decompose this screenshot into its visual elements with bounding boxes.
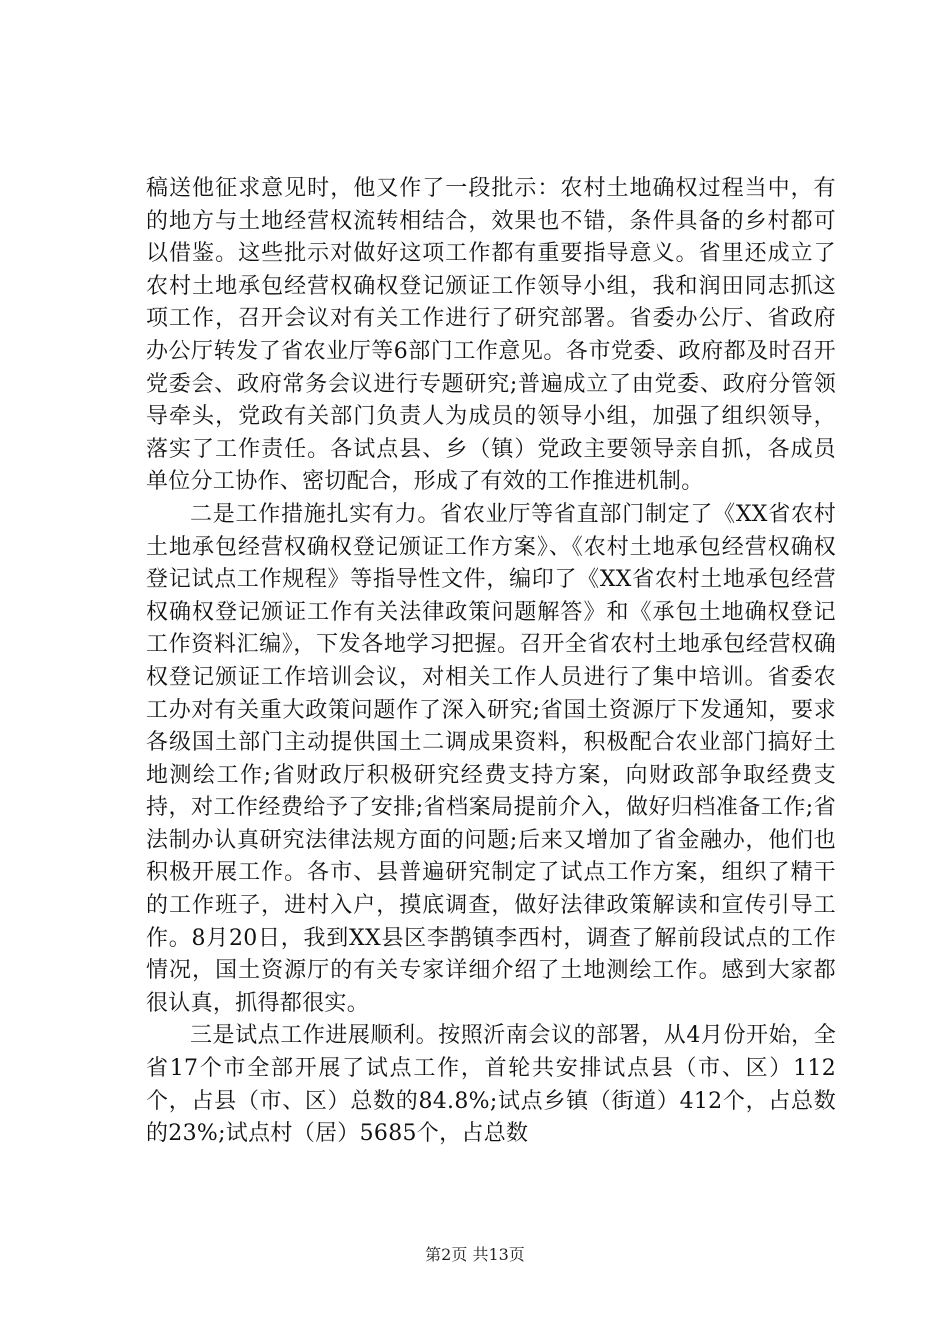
page-number-footer: 第2页 共13页 bbox=[425, 1245, 525, 1264]
paragraph-1: 稿送他征求意见时，他又作了一段批示：农村土地确权过程当中，有的地方与土地经营权流转相结合，效果也不错，条件具备的乡村都可以借鉴。这些批示对做好这项工作都有重要指导意义。省里还成立了农村土地承包经营权确权登记颁证工作领导小组，我和润田同志抓这项工作，召开会议对有关工作进行了研究部署。省委办公厅、省政府办公厅转发了省农业厅等6部门工作意见。各市党委、政府都及时召开党委会、政府常务会议进行专题研究;普遍成立了由党委、政府分管领导牵头，党政有关部门负责人为成员的领导小组，加强了组织领导，落实了工作责任。各试点县、乡（镇）党政主要领导亲自抓，各成员单位分工协作、密切配合，形成了有效的工作推进机制。 bbox=[146, 176, 836, 495]
body-text bbox=[146, 173, 836, 1151]
paragraph-3: 三是试点工作进展顺利。按照沂南会议的部署，从4月份开始，全省17个市全部开展了试点工作，首轮共安排试点县（市、区）112个，占县（市、区）总数的84.8%;试点乡镇（街道）412个，占总数的23%;试点村（居）5685个，占总数 bbox=[146, 1023, 836, 1147]
paragraph-2: 二是工作措施扎实有力。省农业厅等省直部门制定了《XX省农村土地承包经营权确权登记颁证工作方案》、《农村土地承包经营权确权登记试点工作规程》等指导性文件，编印了《XX省农村土地承包经营权确权登记颁证工作有关法律政策问题解答》和《承包土地确权登记工作资料汇编》，下发各地学习把握。召开全省农村土地承包经营权确权登记颁证工作培训会议，对相关工作人员进行了集中培训。省委农工办对有关重大政策问题作了深入研究;省国土资源厅下发通知，要求各级国土部门主动提供国土二调成果资料，积极配合农业部门搞好土地测绘工作;省财政厅积极研究经费支持方案，向财政部争取经费支持，对工作经费给予了安排;省档案局提前介入，做好归档准备工作;省法制办认真研究法律法规方面的问题;后来又增加了省金融办，他们也积极开展工作。各市、县普遍研究制定了试点工作方案，组织了精干的工作班子，进村入户，摸底调查，做好法律政策解读和宣传引导工作。8月20日，我到XX县区李鹊镇李西村，调查了解前段试点的工作情况，国土资源厅的有关专家详细介绍了土地测绘工作。感到大家都很认真，抓得都很实。 bbox=[146, 501, 836, 1016]
